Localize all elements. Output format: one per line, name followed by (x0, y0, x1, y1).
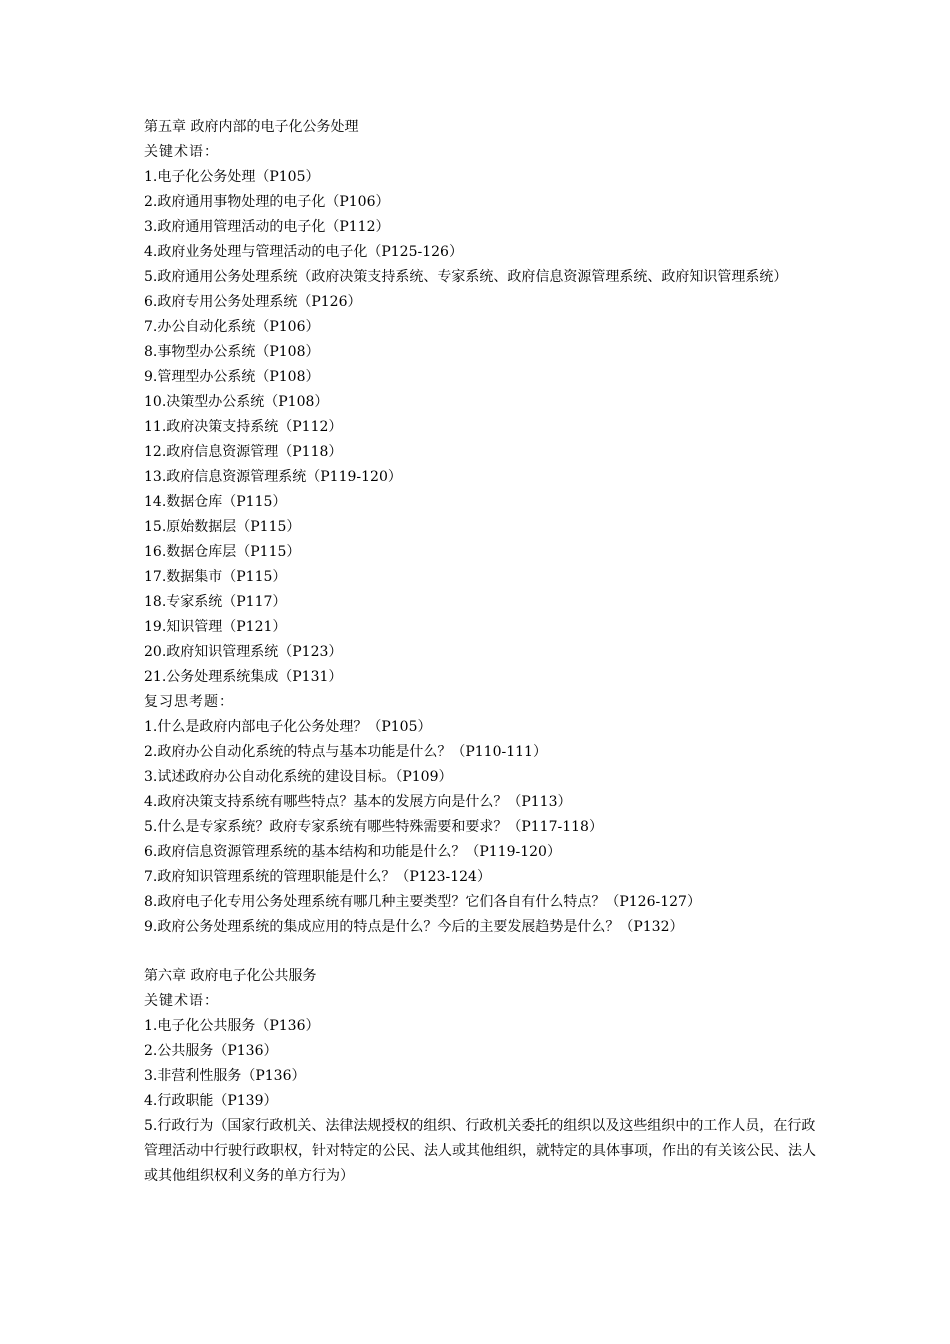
list-item: 18.专家系统（P117） (144, 594, 287, 610)
list-item: 4.行政职能（P139） (144, 1093, 278, 1109)
list-item: 2.公共服务（P136） (144, 1043, 278, 1059)
chapter6-terms-heading: 关键术语： (144, 993, 219, 1009)
chapter6-terms-list (144, 1014, 824, 1189)
list-item: 9.政府公务处理系统的集成应用的特点是什么？今后的主要发展趋势是什么？（P132） (144, 919, 684, 935)
list-item: 12.政府信息资源管理（P118） (144, 444, 343, 460)
chapter5-questions-list (144, 715, 824, 940)
list-item: 1.什么是政府内部电子化公务处理？（P105） (144, 719, 432, 735)
list-item: 9.管理型办公系统（P108） (144, 369, 320, 385)
list-item: 1.电子化公务处理（P105） (144, 169, 320, 185)
chapter6-title: 第六章 政府电子化公共服务 (144, 968, 317, 984)
list-item: 1.电子化公共服务（P136） (144, 1018, 320, 1034)
list-item: 3.试述政府办公自动化系统的建设目标。（P109） (144, 769, 453, 785)
list-item: 2.政府办公自动化系统的特点与基本功能是什么？（P110-111） (144, 744, 547, 760)
list-item: 7.政府知识管理系统的管理职能是什么？（P123-124） (144, 869, 491, 885)
chapter5-terms-heading: 关键术语： (144, 144, 219, 160)
list-item: 11.政府决策支持系统（P112） (144, 419, 343, 435)
section-spacer (144, 940, 824, 964)
list-item: 15.原始数据层（P115） (144, 519, 301, 535)
list-item: 4.政府决策支持系统有哪些特点？基本的发展方向是什么？（P113） (144, 794, 572, 810)
list-item: 16.数据仓库层（P115） (144, 544, 301, 560)
list-item: 13.政府信息资源管理系统（P119-120） (144, 469, 402, 485)
list-item: 3.非营利性服务（P136） (144, 1068, 306, 1084)
list-item: 4.政府业务处理与管理活动的电子化（P125-126） (144, 244, 463, 260)
list-item: 20.政府知识管理系统（P123） (144, 644, 343, 660)
chapter5-title: 第五章 政府内部的电子化公务处理 (144, 119, 359, 135)
list-item: 2.政府通用事物处理的电子化（P106） (144, 194, 390, 210)
list-item: 3.政府通用管理活动的电子化（P112） (144, 219, 390, 235)
list-item: 19.知识管理（P121） (144, 619, 287, 635)
list-item: 8.政府电子化专用公务处理系统有哪几种主要类型？它们各自有什么特点？（P126-127） (144, 894, 701, 910)
chapter5-terms-list (144, 165, 824, 690)
list-item: 6.政府信息资源管理系统的基本结构和功能是什么？（P119-120） (144, 844, 561, 860)
list-item: 6.政府专用公务处理系统（P126） (144, 294, 362, 310)
list-item: 5.行政行为（国家行政机关、法律法规授权的组织、行政机关委托的组织以及这些组织中的工作人员，在行政管理活动中行驶行政职权，针对特定的公民、法人或其他组织，就特定的具体事项，作出的有关该公民、法人或其他组织权利义务的单方行为） (144, 1118, 816, 1184)
chapter5-review-heading: 复习思考题： (144, 694, 234, 710)
list-item: 5.什么是专家系统？政府专家系统有哪些特殊需要和要求？（P117-118） (144, 819, 603, 835)
list-item: 14.数据仓库（P115） (144, 494, 287, 510)
list-item: 21.公务处理系统集成（P131） (144, 669, 343, 685)
list-item: 5.政府通用公务处理系统（政府决策支持系统、专家系统、政府信息资源管理系统、政府知识管理系统） (144, 269, 788, 285)
list-item: 7.办公自动化系统（P106） (144, 319, 320, 335)
list-item: 8.事物型办公系统（P108） (144, 344, 320, 360)
list-item: 17.数据集市（P115） (144, 569, 287, 585)
document-page (144, 115, 824, 1189)
list-item: 10.决策型办公系统（P108） (144, 394, 329, 410)
